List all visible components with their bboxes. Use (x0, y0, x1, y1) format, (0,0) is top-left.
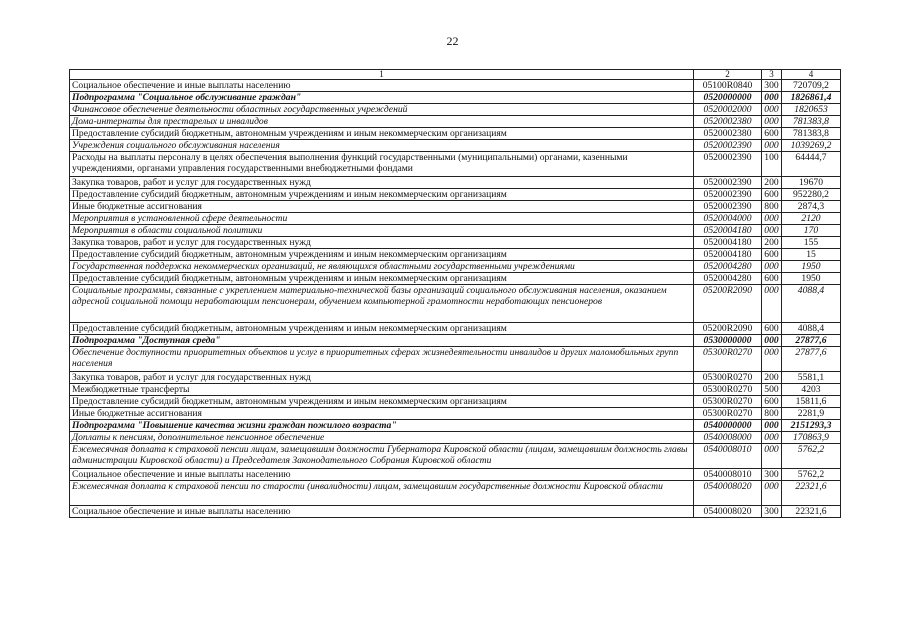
row-sum-cell: 5581,1 (782, 372, 841, 384)
row-type-cell: 000 (762, 213, 782, 225)
row-name-cell: Иные бюджетные ассигнования (70, 408, 694, 420)
header-code: 2 (694, 70, 762, 80)
row-sum-cell: 2874,3 (782, 201, 841, 213)
row-sum-cell: 2281,9 (782, 408, 841, 420)
row-code-cell: 0520002380 (694, 128, 762, 140)
table-row (70, 177, 841, 189)
row-sum-cell: 720709,2 (782, 80, 841, 92)
row-code-cell: 05300R0270 (694, 384, 762, 396)
row-code-cell: 0520002390 (694, 152, 762, 177)
row-type-cell: 000 (762, 432, 782, 444)
row-type-cell: 000 (762, 347, 782, 372)
table-row (70, 213, 841, 225)
row-type-cell: 000 (762, 481, 782, 506)
row-name-cell: Предоставление субсидий бюджетным, автономным учреждениям и иным некоммерческим организациям (70, 249, 694, 261)
row-code-cell: 0520004180 (694, 249, 762, 261)
row-sum-cell: 15 (782, 249, 841, 261)
row-sum-cell: 64444,7 (782, 152, 841, 177)
row-type-cell: 000 (762, 444, 782, 469)
page-number: 22 (446, 34, 459, 48)
header-name: 1 (70, 70, 694, 80)
row-type-cell: 000 (762, 285, 782, 323)
row-type-cell: 300 (762, 80, 782, 92)
header-type: 3 (762, 70, 782, 80)
row-sum-cell: 781383,8 (782, 116, 841, 128)
table-row (70, 335, 841, 347)
row-name-cell: Доплаты к пенсиям, дополнительное пенсионное обеспечение (70, 432, 694, 444)
row-name-cell: Подпрограмма "Социальное обслуживание граждан" (70, 92, 694, 104)
row-name-cell: Финансовое обеспечение деятельности областных государственных учреждений (70, 104, 694, 116)
row-name-cell: Учреждения социального обслуживания населения (70, 140, 694, 152)
row-sum-cell: 1820653 (782, 104, 841, 116)
table-row (70, 432, 841, 444)
row-code-cell: 0520000000 (694, 92, 762, 104)
row-type-cell: 000 (762, 420, 782, 432)
row-sum-cell: 1826861,4 (782, 92, 841, 104)
row-sum-cell: 781383,8 (782, 128, 841, 140)
table-row (70, 249, 841, 261)
row-code-cell: 0520004180 (694, 237, 762, 249)
table-row (70, 481, 841, 506)
row-code-cell: 05300R0270 (694, 408, 762, 420)
row-code-cell: 05100R0840 (694, 80, 762, 92)
row-type-cell: 600 (762, 249, 782, 261)
row-sum-cell: 4203 (782, 384, 841, 396)
row-type-cell: 200 (762, 177, 782, 189)
header-row (70, 70, 841, 80)
table-row (70, 469, 841, 481)
table-row (70, 237, 841, 249)
row-sum-cell: 170863,9 (782, 432, 841, 444)
row-name-cell: Подпрограмма "Повышение качества жизни граждан пожилого возраста" (70, 420, 694, 432)
row-name-cell: Предоставление субсидий бюджетным, автономным учреждениям и иным некоммерческим организациям (70, 323, 694, 335)
row-code-cell: 05300R0270 (694, 347, 762, 372)
row-sum-cell: 22321,6 (782, 481, 841, 506)
row-name-cell: Предоставление субсидий бюджетным, автономным учреждениям и иным некоммерческим организациям (70, 396, 694, 408)
row-type-cell: 600 (762, 323, 782, 335)
row-name-cell: Государственная поддержка некоммерческих организаций, не являющихся областными государственными учреждениями (70, 261, 694, 273)
budget-table (69, 69, 841, 518)
row-code-cell: 0520002000 (694, 104, 762, 116)
table-row (70, 323, 841, 335)
table-row (70, 80, 841, 92)
row-sum-cell: 4088,4 (782, 323, 841, 335)
row-sum-cell: 19670 (782, 177, 841, 189)
table-row (70, 384, 841, 396)
table-row (70, 128, 841, 140)
table-row (70, 347, 841, 372)
table-row (70, 372, 841, 384)
table-row (70, 140, 841, 152)
row-code-cell: 0540008020 (694, 481, 762, 506)
row-type-cell: 000 (762, 335, 782, 347)
row-type-cell: 000 (762, 92, 782, 104)
row-name-cell: Иные бюджетные ассигнования (70, 201, 694, 213)
row-type-cell: 200 (762, 372, 782, 384)
row-code-cell: 0540008010 (694, 444, 762, 469)
table-row (70, 189, 841, 201)
row-code-cell: 0520002380 (694, 116, 762, 128)
row-type-cell: 000 (762, 225, 782, 237)
table-row (70, 396, 841, 408)
row-code-cell: 0540008010 (694, 469, 762, 481)
table-row (70, 201, 841, 213)
table-row (70, 506, 841, 518)
row-code-cell: 0520004280 (694, 273, 762, 285)
row-type-cell: 500 (762, 384, 782, 396)
row-type-cell: 800 (762, 201, 782, 213)
table-row (70, 92, 841, 104)
row-type-cell: 000 (762, 261, 782, 273)
row-code-cell: 05300R0270 (694, 396, 762, 408)
row-name-cell: Ежемесячная доплата к страховой пенсии по старости (инвалидности) лицам, замещавшим государственные должности Кировской области (70, 481, 694, 506)
row-name-cell: Предоставление субсидий бюджетным, автономным учреждениям и иным некоммерческим организациям (70, 273, 694, 285)
row-sum-cell: 4088,4 (782, 285, 841, 323)
row-code-cell: 05300R0270 (694, 372, 762, 384)
table-row (70, 444, 841, 469)
row-sum-cell: 27877,6 (782, 335, 841, 347)
row-code-cell: 0540008000 (694, 432, 762, 444)
row-sum-cell: 952280,2 (782, 189, 841, 201)
row-name-cell: Ежемесячная доплата к страховой пенсии лицам, замещавшим должности Губернатора Кировской области (лицам, замещавшим должность главы администрации Кировской области) и Председателя Законодательного Собрания Кировской области (70, 444, 694, 469)
row-sum-cell: 1039269,2 (782, 140, 841, 152)
table-row (70, 116, 841, 128)
row-type-cell: 300 (762, 506, 782, 518)
row-name-cell: Социальное обеспечение и иные выплаты населению (70, 469, 694, 481)
row-sum-cell: 5762,2 (782, 469, 841, 481)
row-code-cell: 0520004000 (694, 213, 762, 225)
row-code-cell: 0520002390 (694, 201, 762, 213)
row-name-cell: Закупка товаров, работ и услуг для государственных нужд (70, 372, 694, 384)
row-code-cell: 0520002390 (694, 177, 762, 189)
row-type-cell: 100 (762, 152, 782, 177)
row-name-cell: Предоставление субсидий бюджетным, автономным учреждениям и иным некоммерческим организациям (70, 189, 694, 201)
row-sum-cell: 155 (782, 237, 841, 249)
row-name-cell: Социальное обеспечение и иные выплаты населению (70, 506, 694, 518)
row-name-cell: Предоставление субсидий бюджетным, автономным учреждениям и иным некоммерческим организациям (70, 128, 694, 140)
row-code-cell: 0520002390 (694, 140, 762, 152)
row-type-cell: 600 (762, 273, 782, 285)
row-name-cell: Обеспечение доступности приоритетных объектов и услуг в приоритетных сферах жизнедеятельности инвалидов и других маломобильных групп населения (70, 347, 694, 372)
row-type-cell: 800 (762, 408, 782, 420)
row-name-cell: Закупка товаров, работ и услуг для государственных нужд (70, 237, 694, 249)
row-sum-cell: 15811,6 (782, 396, 841, 408)
row-sum-cell: 170 (782, 225, 841, 237)
row-name-cell: Мероприятия в установленной сфере деятельности (70, 213, 694, 225)
row-code-cell: 0530000000 (694, 335, 762, 347)
table-row (70, 408, 841, 420)
row-code-cell: 0520004280 (694, 261, 762, 273)
row-sum-cell: 2151293,3 (782, 420, 841, 432)
row-name-cell: Мероприятия в области социальной политики (70, 225, 694, 237)
row-type-cell: 300 (762, 469, 782, 481)
table-row (70, 273, 841, 285)
row-sum-cell: 2120 (782, 213, 841, 225)
row-type-cell: 200 (762, 237, 782, 249)
row-name-cell: Социальные программы, связанные с укреплением материально-технической базы организаций социального обслуживания населения, оказанием адресной социальной помощи неработающим пенсионерам, обучением компьютерной грамотности неработающих пенсионеров (70, 285, 694, 323)
row-code-cell: 0540000000 (694, 420, 762, 432)
row-name-cell: Подпрограмма "Доступная среда" (70, 335, 694, 347)
row-sum-cell: 22321,6 (782, 506, 841, 518)
row-type-cell: 000 (762, 140, 782, 152)
table-row (70, 104, 841, 116)
row-name-cell: Закупка товаров, работ и услуг для государственных нужд (70, 177, 694, 189)
row-code-cell: 05200R2090 (694, 323, 762, 335)
table-row (70, 285, 841, 323)
table-row (70, 261, 841, 273)
row-sum-cell: 1950 (782, 261, 841, 273)
row-sum-cell: 5762,2 (782, 444, 841, 469)
table-row (70, 225, 841, 237)
row-code-cell: 0540008020 (694, 506, 762, 518)
row-type-cell: 000 (762, 104, 782, 116)
row-name-cell: Межбюджетные трансферты (70, 384, 694, 396)
row-sum-cell: 27877,6 (782, 347, 841, 372)
row-code-cell: 0520004180 (694, 225, 762, 237)
row-type-cell: 600 (762, 396, 782, 408)
row-name-cell: Дома-интернаты для престарелых и инвалидов (70, 116, 694, 128)
row-code-cell: 05200R2090 (694, 285, 762, 323)
row-type-cell: 600 (762, 189, 782, 201)
table-row (70, 152, 841, 177)
row-sum-cell: 1950 (782, 273, 841, 285)
row-name-cell: Социальное обеспечение и иные выплаты населению (70, 80, 694, 92)
header-sum: 4 (782, 70, 841, 80)
row-type-cell: 600 (762, 128, 782, 140)
table-row (70, 420, 841, 432)
row-type-cell: 000 (762, 116, 782, 128)
row-name-cell: Расходы на выплаты персоналу в целях обеспечения выполнения функций государственными (муниципальными) органами, казенными учреждениями, органами управления государственными внебюджетными фондами (70, 152, 694, 177)
row-code-cell: 0520002390 (694, 189, 762, 201)
